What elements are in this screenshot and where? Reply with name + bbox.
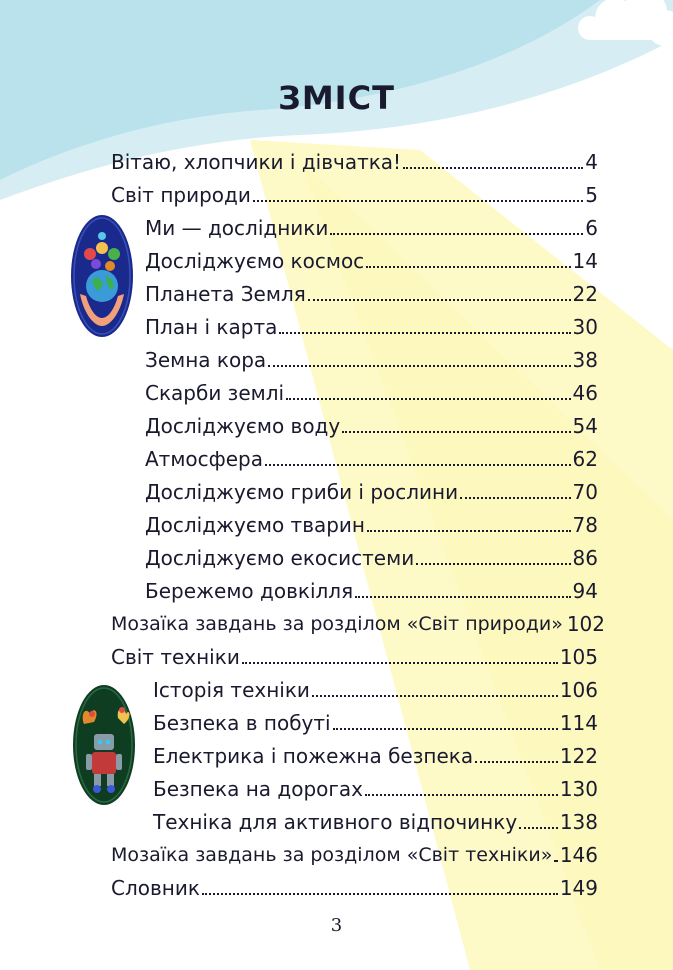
toc-leader-dots [242, 662, 558, 664]
toc-entry-title: Планета Земля [145, 282, 306, 306]
technology-section-medallion [72, 684, 136, 806]
toc-entry-page: 114 [559, 711, 598, 735]
toc-leader-dots [279, 332, 570, 334]
toc-entry[interactable] [111, 603, 606, 636]
toc-entry-title: Історія техніки [153, 678, 310, 702]
toc-entry[interactable] [153, 669, 598, 702]
toc-entry[interactable] [145, 207, 598, 240]
toc-entry[interactable] [111, 174, 598, 207]
toc-entry-title: Техніка для активного відпочинку [153, 810, 518, 834]
toc-leader-dots [268, 365, 570, 367]
toc-entry[interactable] [111, 636, 598, 669]
toc-entry[interactable] [145, 240, 598, 273]
toc-entry-title: Бережемо довкілля [145, 579, 354, 603]
toc-entry-page: 138 [559, 810, 598, 834]
toc-entry-title: Вітаю, хлопчики і дівчатка! [111, 150, 402, 174]
toc-entry-page: 130 [559, 777, 598, 801]
toc-entry[interactable] [145, 273, 598, 306]
toc-entry[interactable] [145, 537, 598, 570]
toc-entry-title: Мозаїка завдань за розділом «Світ природи» [111, 613, 563, 635]
toc-leader-dots [366, 266, 570, 268]
toc-leader-dots [312, 695, 558, 697]
toc-entry-page: 78 [572, 513, 598, 537]
toc-entry[interactable] [153, 801, 598, 834]
toc-entry-title: Мозаїка завдань за розділом «Світ техніки» [111, 844, 553, 866]
toc-entry[interactable] [111, 867, 598, 900]
toc-entry-title: Електрика і пожежна безпека [153, 744, 474, 768]
toc-entry-title: Досліджуємо космос [145, 249, 365, 273]
toc-leader-dots [367, 530, 571, 532]
toc-entry-page: 106 [559, 678, 598, 702]
toc-entry-title: Безпека в побуті [153, 711, 331, 735]
toc-entry[interactable] [145, 504, 598, 537]
toc-entry-page: 38 [572, 348, 598, 372]
toc-leader-dots [554, 860, 557, 862]
toc-leader-dots [365, 794, 558, 796]
page-number: 3 [330, 915, 343, 936]
toc-entry-page: 146 [559, 843, 598, 867]
toc-entry-title: Словник [111, 876, 200, 900]
toc-entry-page: 14 [572, 249, 598, 273]
toc-leader-dots [519, 827, 558, 829]
toc-entry-page: 6 [585, 216, 598, 240]
toc-entry-title: Атмосфера [145, 447, 264, 471]
toc-leader-dots [286, 398, 570, 400]
nature-section-medallion [70, 214, 134, 338]
toc-entry[interactable] [145, 438, 598, 471]
toc-leader-dots [330, 233, 583, 235]
toc-entry[interactable] [145, 405, 598, 438]
toc-leader-dots [475, 761, 558, 763]
toc-entry-title: План і карта [145, 315, 278, 339]
toc-entry-title: Досліджуємо екосистеми [145, 546, 415, 570]
toc-entry-page: 105 [559, 645, 598, 669]
toc-leader-dots [355, 596, 570, 598]
toc-entry-title: Скарби землі [145, 381, 285, 405]
toc-entry-page: 86 [572, 546, 598, 570]
toc-leader-dots [308, 299, 571, 301]
toc-leader-dots [342, 431, 570, 433]
page-title: ЗМІСТ [278, 79, 395, 118]
toc-entry-title: Ми — дослідники [145, 216, 329, 240]
toc-entry-title: Безпека на дорогах [153, 777, 364, 801]
toc-entry[interactable] [145, 372, 598, 405]
toc-leader-dots [253, 200, 583, 202]
toc-entry[interactable] [153, 768, 598, 801]
toc-entry-title: Досліджуємо воду [145, 414, 341, 438]
toc-entry[interactable] [153, 735, 598, 768]
toc-entry-page: 62 [572, 447, 598, 471]
toc-entry-page: 46 [572, 381, 598, 405]
toc-leader-dots [202, 893, 558, 895]
toc-entry[interactable] [145, 339, 598, 372]
toc-entry-page: 5 [585, 183, 598, 207]
toc-entry-page: 102 [566, 612, 606, 636]
toc-entry[interactable] [145, 306, 598, 339]
toc-entry[interactable] [145, 570, 598, 603]
toc-entry-page: 122 [559, 744, 598, 768]
toc-entry-title: Світ техніки [111, 645, 240, 669]
toc-leader-dots [460, 497, 570, 499]
toc-entry[interactable] [153, 702, 598, 735]
toc-entry[interactable] [145, 471, 598, 504]
toc-entry-page: 4 [585, 150, 598, 174]
toc-entry-page: 30 [572, 315, 598, 339]
toc-entry-page: 149 [559, 876, 598, 900]
toc-leader-dots [333, 728, 558, 730]
toc-entry-title: Світ природи [111, 183, 251, 207]
toc-leader-dots [403, 167, 583, 169]
toc-entry-page: 94 [572, 579, 598, 603]
toc-entry-page: 70 [572, 480, 598, 504]
toc-entry-page: 54 [572, 414, 598, 438]
toc-entry-page: 22 [572, 282, 598, 306]
toc-entry-title: Досліджуємо гриби і рослини [145, 480, 459, 504]
toc-entry-title: Земна кора [145, 348, 267, 372]
toc-entry[interactable] [111, 834, 598, 867]
toc-leader-dots [265, 464, 571, 466]
toc-leader-dots [416, 563, 570, 565]
toc-entry-title: Досліджуємо тварин [145, 513, 365, 537]
toc-entry[interactable] [111, 141, 598, 174]
